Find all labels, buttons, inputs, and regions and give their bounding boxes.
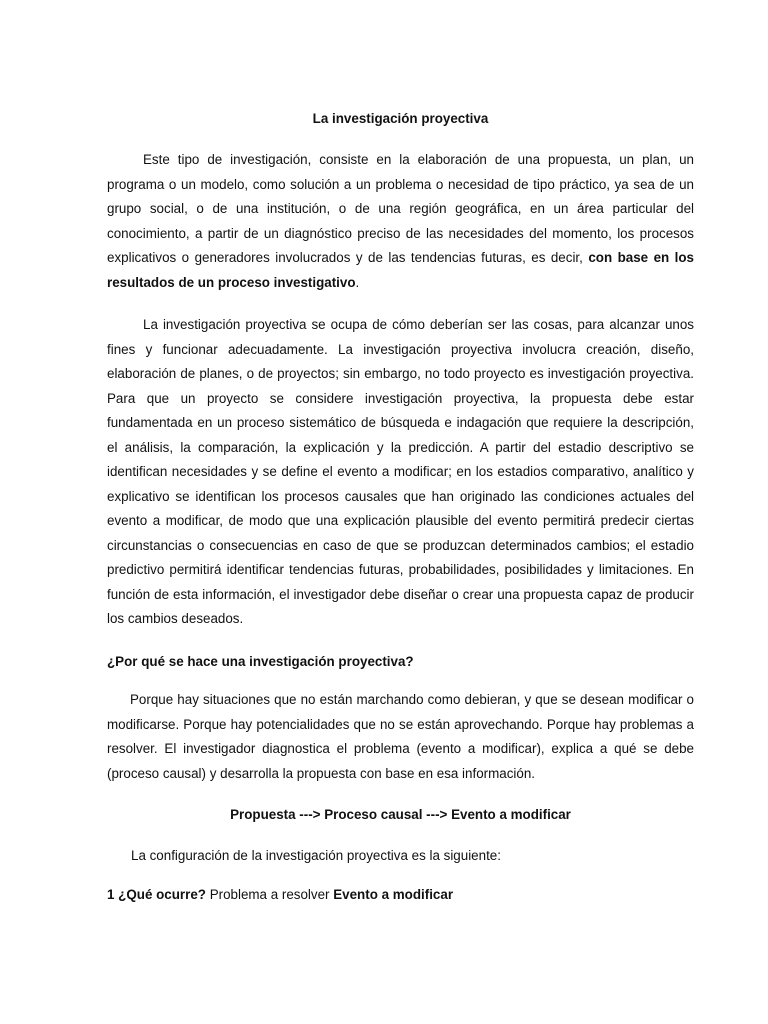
process-flow-line: Propuesta ---> Proceso causal ---> Evento a modificar (230, 807, 571, 822)
question-heading: ¿Por qué se hace una investigación proyectiva? (107, 654, 414, 669)
paragraph-definition (107, 148, 694, 295)
paragraph-definition-emphasis: con base en los resultados de un proceso investigativo (107, 250, 694, 290)
configuration-item-1 (107, 886, 694, 904)
paragraph-scope: La investigación proyectiva se ocupa de cómo deberían ser las cosas, para alcanzar unos fines y funcionar adecuadamente. La investigación proyectiva involucra creación, diseño, elaboración de planes, o de proyectos; sin embargo, no todo proyecto es investigación proyectiva. Para que un proyecto se considere investigación proyectiva, la propuesta debe estar fundamentada en un proceso sistemático de búsqueda e indagación que requiere la descripción, el análisis, la comparación, la explicación y la predicción. A partir del estadio descriptivo se identifican necesidades y se define el evento a modificar; en los estadios comparativo, analítico y explicativo se identifican los procesos causales que han originado las condiciones actuales del evento a modificar, de modo que una explicación plausible del evento permitirá predecir ciertas circunstancias o consecuencias en caso de que se produzcan determinados cambios; el estadio predictivo permitirá identificar tendencias futuras, probabilidades, posibilidades y limitaciones. En función de esta información, el investigador debe diseñar o crear una propuesta capaz de producir los cambios deseados. (107, 317, 694, 626)
configuration-intro: La configuración de la investigación proyectiva es la siguiente: (131, 848, 501, 863)
item-1-term: Evento a modificar (333, 887, 454, 902)
paragraph-reasons: Porque hay situaciones que no están marchando como debieran, y que se desean modificar o modificarse. Porque hay potencialidades que no se están aprovechando. Porque hay problemas a resolver. El investigador diagnostica el problema (evento a modificar), explica a qué se debe (proceso causal) y desarrolla la propuesta con base en esa información. (107, 692, 694, 781)
document-title: La investigación proyectiva (312, 111, 489, 126)
item-1-text: Problema a resolver (205, 887, 334, 902)
item-1-label: 1 ¿Qué ocurre? (107, 887, 206, 902)
paragraph-definition-text: Este tipo de investigación, consiste en la elaboración de una propuesta, un plan, un programa o un modelo, como solución a un problema o necesidad de tipo práctico, ya sea de un grupo social, o de una institución, o de una región geográfica, en un área particular del conocimiento, a partir de un diagnóstico preciso de las necesidades del momento, los procesos explicativos o generadores involucrados y de las tendencias futuras, es decir, (107, 152, 694, 265)
paragraph-definition-end: . (355, 274, 360, 290)
